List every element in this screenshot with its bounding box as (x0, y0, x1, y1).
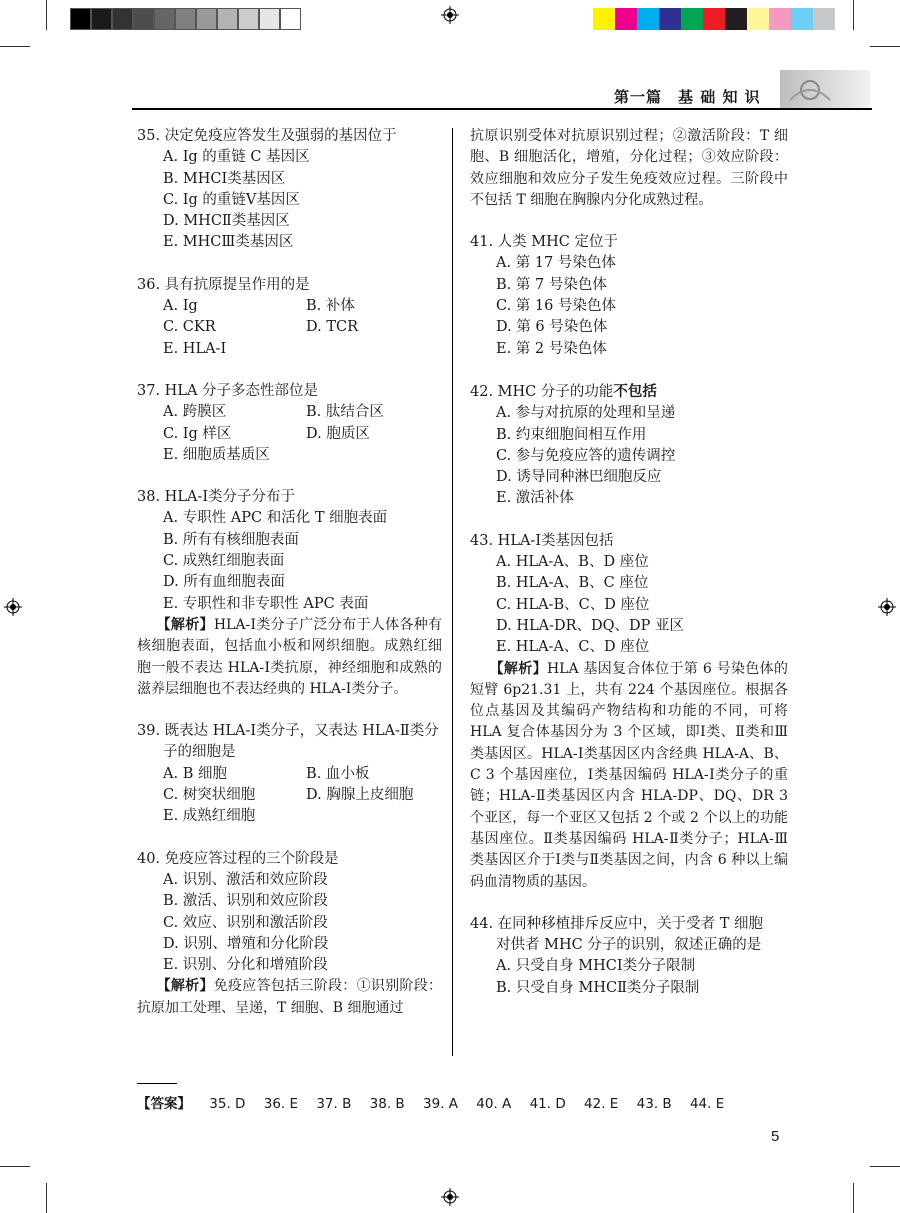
option: D. 诱导同种淋巴细胞反应 (496, 469, 662, 486)
gray-swatch (112, 8, 133, 30)
explanation-text: 免疫应答包括三阶段：①识别阶段：抗原加工处理、呈递，T 细胞、B 细胞通过 (137, 978, 443, 1016)
option: B. 补体 (306, 298, 355, 315)
crop-mark (870, 1166, 900, 1167)
answer-item: 36. E (263, 1096, 299, 1112)
gray-swatch (91, 8, 112, 30)
question-stem: 40. 免疫应答过程的三个阶段是 (137, 850, 339, 867)
explanation-label: 【解析】 (156, 616, 214, 633)
option: E. HLA-Ⅰ (163, 340, 227, 357)
left-column (137, 126, 442, 1019)
answer-item: 43. B (636, 1096, 672, 1112)
color-swatch (813, 8, 835, 30)
option: E. 第 2 号染色体 (496, 340, 607, 357)
question-40 (137, 849, 442, 1019)
question-36 (137, 275, 442, 360)
option: C. 成熟红细胞表面 (163, 553, 285, 570)
option: D. 胸腺上皮细胞 (306, 787, 414, 804)
question-stem: 38. HLA-Ⅰ类分子分布于 (137, 489, 296, 506)
answer-item: 37. B (316, 1096, 352, 1112)
option: E. HLA-A、C、D 座位 (496, 639, 650, 656)
question-stem-continued: 子的细胞是 (163, 744, 236, 761)
question-stem-emphasis: 不包括 (613, 382, 657, 400)
option: A. 第 17 号染色体 (496, 255, 616, 272)
option: C. HLA-B、C、D 座位 (496, 596, 650, 613)
gray-swatch (133, 8, 154, 30)
crop-mark (853, 0, 854, 30)
option: B. 只受自身 MHCⅡ类分子限制 (496, 979, 700, 996)
option: B. 血小板 (306, 765, 370, 782)
option: A. Ig 的重链 C 基因区 (163, 149, 310, 166)
option: D. 胞质区 (306, 425, 370, 442)
option: D. HLA-DR、DQ、DP 亚区 (496, 617, 685, 634)
explanation-text: HLA-Ⅰ类分子广泛分布于人体各种有核细胞表面，包括血小板和网织细胞。成熟红细胞一般不表达 HLA-Ⅰ类抗原，神经细胞和成熟的滋养层细胞也不表达经典的 HLA-Ⅰ类分子。 (137, 616, 442, 697)
answer-item: 40. A (476, 1096, 512, 1112)
option: A. 参与对抗原的处理和呈递 (496, 405, 676, 422)
book-logo-icon (780, 70, 870, 112)
color-swatch (725, 8, 747, 30)
answer-item: 41. D (529, 1096, 566, 1112)
crop-mark (46, 0, 47, 30)
option: D. 识别、增殖和分化阶段 (163, 935, 329, 952)
section-title: 第一篇 基 础 知 识 (614, 88, 761, 106)
answer-item: 35. D (209, 1096, 246, 1112)
answer-key (137, 1092, 738, 1112)
color-calibration-bar (593, 8, 835, 30)
registration-mark-icon (441, 1188, 459, 1206)
option: A. B 细胞 (163, 765, 227, 782)
gray-swatch (280, 8, 301, 30)
option: D. MHCⅡ类基因区 (163, 213, 290, 230)
registration-mark-icon (878, 598, 896, 616)
color-swatch (769, 8, 791, 30)
crop-mark (46, 1183, 47, 1213)
color-swatch (637, 8, 659, 30)
option: D. TCR (306, 319, 359, 336)
option: A. HLA-A、B、D 座位 (496, 554, 649, 571)
crop-mark (0, 46, 30, 47)
question-stem: 37. HLA 分子多态性部位是 (137, 382, 319, 399)
explanation-text: HLA 基因复合体位于第 6 号染色体的短臂 6p21.31 上，共有 224 个基因座位。根据各位点基因及其编码产物结构和功能的不同，可将 HLA 复合体基因分为 3 个区域，即Ⅰ类、Ⅱ类和Ⅲ类基因区。HLA-Ⅰ类基因区内含经典 HLA-A、B、C 3 个基因座位，Ⅰ类基因编码 HLA-Ⅰ类分子的重链；HLA-Ⅱ类基因区内含 HLA-DP、DQ、DR 3 个亚区，每一个亚区又包括 2 个或 2 个以上的功能基因座位。Ⅱ类基因编码 HLA-Ⅱ类分子；HLA-Ⅲ类基因区介于Ⅰ类与Ⅱ类基因之间，内含 6 种以上编码血清物质的基因。 (470, 660, 788, 890)
option: D. 第 6 号染色体 (496, 319, 608, 336)
question-stem: 44. 在同种移植排斥反应中，关于受者 T 细胞 (470, 915, 764, 932)
crop-mark (870, 46, 900, 47)
header-rule (132, 108, 872, 110)
option: E. 激活补体 (496, 490, 574, 507)
question-stem: 39. 既表达 HLA-Ⅰ类分子，又表达 HLA-Ⅱ类分 (137, 723, 439, 740)
question-44 (470, 914, 788, 999)
option: A. 识别、激活和效应阶段 (163, 871, 328, 888)
gray-swatch (196, 8, 217, 30)
option: B. 所有有核细胞表面 (163, 531, 299, 548)
registration-mark-icon (441, 6, 459, 24)
option: B. MHCⅠ类基因区 (163, 170, 286, 187)
answer-item: 44. E (689, 1096, 725, 1112)
option: E. 识别、分化和增殖阶段 (163, 957, 328, 974)
registration-mark-icon (4, 598, 22, 616)
answer-item: 38. B (369, 1096, 405, 1112)
option: B. HLA-A、B、C 座位 (496, 575, 649, 592)
question-stem: 41. 人类 MHC 定位于 (470, 234, 618, 251)
question-stem: 35. 决定免疫应答发生及强弱的基因位于 (137, 128, 397, 144)
gray-swatch (175, 8, 196, 30)
explanation (137, 615, 442, 700)
gray-swatch (154, 8, 175, 30)
option: B. 约束细胞间相互作用 (496, 426, 647, 443)
option: C. Ig 样区 (163, 425, 232, 442)
crop-mark (853, 1183, 854, 1213)
page-number: 5 (771, 1128, 780, 1145)
question-37 (137, 381, 442, 466)
option: E. 细胞质基质区 (163, 446, 270, 463)
option: B. 肽结合区 (306, 404, 384, 421)
color-swatch (747, 8, 769, 30)
option: C. 效应、识别和激活阶段 (163, 914, 328, 931)
question-41 (470, 232, 788, 360)
question-stem-text: 42. MHC 分子的功能 (470, 383, 614, 400)
option: E. 专职性和非专职性 APC 表面 (163, 595, 369, 612)
option: C. 参与免疫应答的遗传调控 (496, 447, 676, 464)
option: E. MHCⅢ类基因区 (163, 234, 294, 251)
color-swatch (681, 8, 703, 30)
answer-item: 39. A (423, 1096, 458, 1112)
gray-swatch (70, 8, 91, 30)
explanation (470, 659, 788, 893)
option: C. CKR (163, 319, 216, 336)
option: C. 第 16 号染色体 (496, 298, 616, 315)
column-divider (452, 128, 453, 1056)
option: B. 激活、识别和效应阶段 (163, 893, 328, 910)
option: A. 专职性 APC 和活化 T 细胞表面 (163, 510, 388, 527)
color-swatch (615, 8, 637, 30)
gray-swatch (217, 8, 238, 30)
question-stem (470, 381, 788, 403)
option: A. 跨膜区 (163, 404, 227, 421)
option: A. Ig (163, 298, 198, 315)
question-stem: 36. 具有抗原提呈作用的是 (137, 276, 310, 293)
grayscale-calibration-bar (70, 8, 301, 30)
right-column (470, 126, 788, 999)
option: B. 第 7 号染色体 (496, 276, 607, 293)
option: C. 树突状细胞 (163, 787, 256, 804)
explanation-continued: 抗原识别受体对抗原识别过程；②激活阶段：T 细胞、B 细胞活化，增殖，分化过程；③效应阶段：效应细胞和效应分子发生免疫效应过程。三阶段中不包括 T 细胞在胸腺内分化成熟过程。 (470, 128, 788, 208)
question-42 (470, 381, 788, 510)
question-stem-continued: 对供者 MHC 分子的识别，叙述正确的是 (496, 937, 762, 954)
question-39 (137, 721, 442, 827)
explanation (137, 976, 442, 1019)
color-swatch (593, 8, 615, 30)
question-43 (470, 531, 788, 893)
color-swatch (703, 8, 725, 30)
color-swatch (659, 8, 681, 30)
question-38 (137, 487, 442, 700)
explanation-label: 【解析】 (156, 978, 214, 995)
question-stem: 43. HLA-Ⅰ类基因包括 (470, 532, 614, 549)
explanation-label: 【解析】 (489, 660, 547, 677)
color-swatch (791, 8, 813, 30)
option: E. 成熟红细胞 (163, 808, 256, 825)
crop-mark (0, 1166, 30, 1167)
answer-key-label: 【答案】 (137, 1096, 191, 1112)
option: D. 所有血细胞表面 (163, 574, 285, 591)
answer-item: 42. E (584, 1096, 619, 1112)
option: A. 只受自身 MHCⅠ类分子限制 (496, 958, 696, 975)
question-35 (137, 126, 442, 254)
gray-swatch (238, 8, 259, 30)
footnote-rule (137, 1083, 177, 1084)
option: C. Ig 的重链Ⅴ基因区 (163, 191, 300, 208)
gray-swatch (259, 8, 280, 30)
